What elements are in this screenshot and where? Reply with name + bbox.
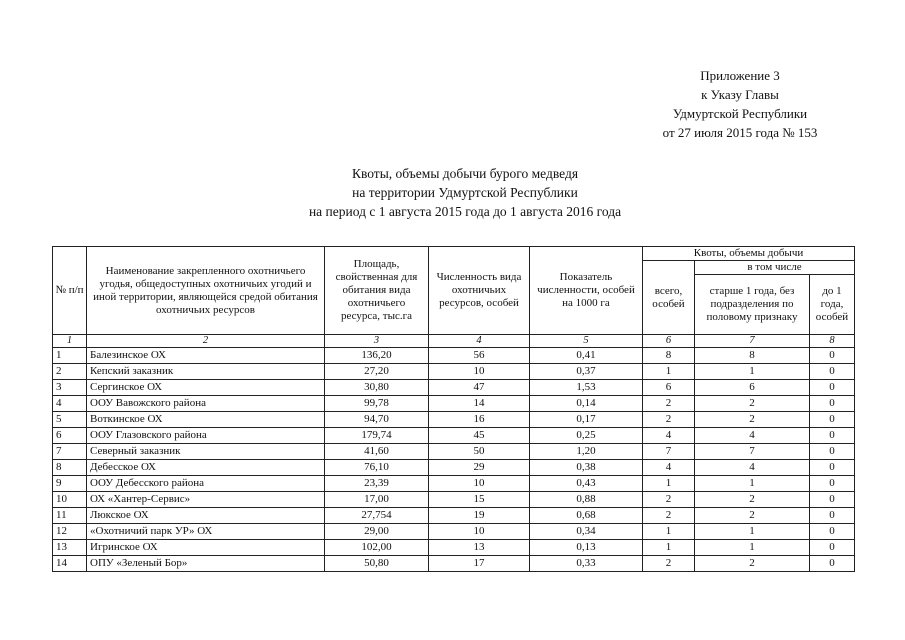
cell-population: 45 [429,428,530,444]
cell-total: 8 [643,348,695,364]
cell-younger: 0 [810,412,855,428]
cell-name: Кепский заказник [87,364,325,380]
column-number: 1 [53,335,87,348]
column-number: 8 [810,335,855,348]
cell-population: 17 [429,556,530,572]
cell-older: 8 [695,348,810,364]
title-line-3: на период с 1 августа 2015 года до 1 августа 2016 года [308,204,622,219]
cell-name: Люкское ОХ [87,508,325,524]
cell-population: 56 [429,348,530,364]
cell-younger: 0 [810,348,855,364]
cell-name: Дебесское ОХ [87,460,325,476]
column-number: 7 [695,335,810,348]
cell-total: 6 [643,380,695,396]
cell-num: 11 [53,508,87,524]
column-number: 2 [87,335,325,348]
cell-total: 2 [643,556,695,572]
cell-population: 13 [429,540,530,556]
cell-indicator: 1,20 [530,444,643,460]
column-number: 6 [643,335,695,348]
cell-name: Игринское ОХ [87,540,325,556]
cell-indicator: 0,13 [530,540,643,556]
cell-population: 19 [429,508,530,524]
cell-indicator: 0,17 [530,412,643,428]
table-row [53,396,855,412]
cell-name: ООУ Вавожского района [87,396,325,412]
column-number: 5 [530,335,643,348]
header-area: Площадь, свойственная для обитания вида охотничьего ресурса, тыс.га [325,247,429,335]
cell-total: 1 [643,364,695,380]
cell-area: 29,00 [325,524,429,540]
cell-area: 27,754 [325,508,429,524]
cell-num: 12 [53,524,87,540]
cell-area: 94,70 [325,412,429,428]
title-line-2: на территории Удмуртской Республики [352,185,578,200]
cell-older: 4 [695,428,810,444]
cell-population: 15 [429,492,530,508]
cell-indicator: 0,43 [530,476,643,492]
cell-indicator: 0,33 [530,556,643,572]
cell-population: 47 [429,380,530,396]
cell-older: 2 [695,508,810,524]
annex-line-4: от 27 июля 2015 года № 153 [662,125,818,140]
cell-num: 10 [53,492,87,508]
cell-older: 6 [695,380,810,396]
cell-num: 9 [53,476,87,492]
table-row [53,412,855,428]
header-total: всего, особей [643,261,695,335]
cell-area: 41,60 [325,444,429,460]
cell-num: 13 [53,540,87,556]
cell-older: 2 [695,492,810,508]
header-population: Численность вида охотничьих ресурсов, особей [429,247,530,335]
cell-older: 1 [695,476,810,492]
cell-indicator: 0,88 [530,492,643,508]
cell-num: 5 [53,412,87,428]
cell-num: 3 [53,380,87,396]
cell-num: 1 [53,348,87,364]
cell-population: 50 [429,444,530,460]
header-num: № п/п [53,247,87,335]
table-row [53,380,855,396]
column-number: 3 [325,335,429,348]
table-row [53,428,855,444]
cell-total: 2 [643,412,695,428]
header-younger: до 1 года, особей [810,275,855,335]
cell-name: Сергинское ОХ [87,380,325,396]
cell-area: 30,80 [325,380,429,396]
cell-population: 10 [429,364,530,380]
cell-older: 1 [695,540,810,556]
cell-younger: 0 [810,556,855,572]
cell-population: 29 [429,460,530,476]
cell-younger: 0 [810,508,855,524]
cell-population: 10 [429,476,530,492]
cell-older: 7 [695,444,810,460]
header-name: Наименование закрепленного охотничьего угодья, общедоступных охотничьих угодий и иной территории, являющейся средой обитания охотничьих ресурсов [87,247,325,335]
cell-total: 4 [643,460,695,476]
annex-header [600,66,880,142]
cell-num: 8 [53,460,87,476]
cell-total: 4 [643,428,695,444]
cell-younger: 0 [810,396,855,412]
cell-younger: 0 [810,444,855,460]
cell-older: 2 [695,556,810,572]
cell-num: 7 [53,444,87,460]
quota-table [52,246,855,572]
cell-total: 1 [643,540,695,556]
table-row [53,476,855,492]
header-older: старше 1 года, без подразделения по половому признаку [695,275,810,335]
table-row [53,492,855,508]
cell-area: 179,74 [325,428,429,444]
cell-name: ООУ Дебесского района [87,476,325,492]
cell-population: 16 [429,412,530,428]
cell-younger: 0 [810,460,855,476]
cell-younger: 0 [810,540,855,556]
table-row [53,348,855,364]
cell-younger: 0 [810,524,855,540]
table-row [53,524,855,540]
cell-area: 23,39 [325,476,429,492]
cell-num: 6 [53,428,87,444]
cell-indicator: 0,14 [530,396,643,412]
cell-older: 4 [695,460,810,476]
cell-area: 50,80 [325,556,429,572]
cell-area: 17,00 [325,492,429,508]
table-row [53,460,855,476]
cell-name: Балезинское ОХ [87,348,325,364]
cell-indicator: 0,25 [530,428,643,444]
cell-total: 7 [643,444,695,460]
cell-name: «Охотничий парк УР» ОХ [87,524,325,540]
cell-indicator: 0,34 [530,524,643,540]
cell-younger: 0 [810,428,855,444]
column-numbers-row [53,335,855,348]
cell-younger: 0 [810,364,855,380]
cell-younger: 0 [810,380,855,396]
cell-area: 27,20 [325,364,429,380]
cell-population: 10 [429,524,530,540]
title-line-1: Квоты, объемы добычи бурого медведя [351,166,579,181]
cell-total: 2 [643,492,695,508]
table-body [53,348,855,572]
annex-line-2: к Указу Главы [701,87,779,102]
cell-older: 2 [695,412,810,428]
table-row [53,364,855,380]
cell-area: 102,00 [325,540,429,556]
cell-older: 2 [695,396,810,412]
cell-num: 4 [53,396,87,412]
cell-num: 2 [53,364,87,380]
column-number: 4 [429,335,530,348]
cell-older: 1 [695,364,810,380]
cell-indicator: 0,41 [530,348,643,364]
table-row [53,508,855,524]
cell-area: 136,20 [325,348,429,364]
cell-younger: 0 [810,476,855,492]
cell-area: 99,78 [325,396,429,412]
cell-indicator: 0,68 [530,508,643,524]
cell-name: ОХ «Хантер-Сервис» [87,492,325,508]
cell-indicator: 0,37 [530,364,643,380]
header-indicator: Показатель численности, особей на 1000 га [530,247,643,335]
header-quotas: Квоты, объемы добычи [643,247,855,261]
annex-line-1: Приложение 3 [700,68,780,83]
cell-name: ООУ Глазовского района [87,428,325,444]
cell-total: 1 [643,476,695,492]
table-row [53,444,855,460]
cell-total: 2 [643,508,695,524]
header-including: в том числе [695,261,855,275]
cell-total: 2 [643,396,695,412]
cell-total: 1 [643,524,695,540]
table-row [53,540,855,556]
document-title [200,164,730,221]
cell-name: ОПУ «Зеленый Бор» [87,556,325,572]
cell-older: 1 [695,524,810,540]
table-row [53,556,855,572]
cell-num: 14 [53,556,87,572]
cell-population: 14 [429,396,530,412]
annex-line-3: Удмуртской Республики [672,106,808,121]
cell-younger: 0 [810,492,855,508]
cell-area: 76,10 [325,460,429,476]
cell-indicator: 1,53 [530,380,643,396]
cell-name: Северный заказник [87,444,325,460]
cell-indicator: 0,38 [530,460,643,476]
cell-name: Воткинское ОХ [87,412,325,428]
